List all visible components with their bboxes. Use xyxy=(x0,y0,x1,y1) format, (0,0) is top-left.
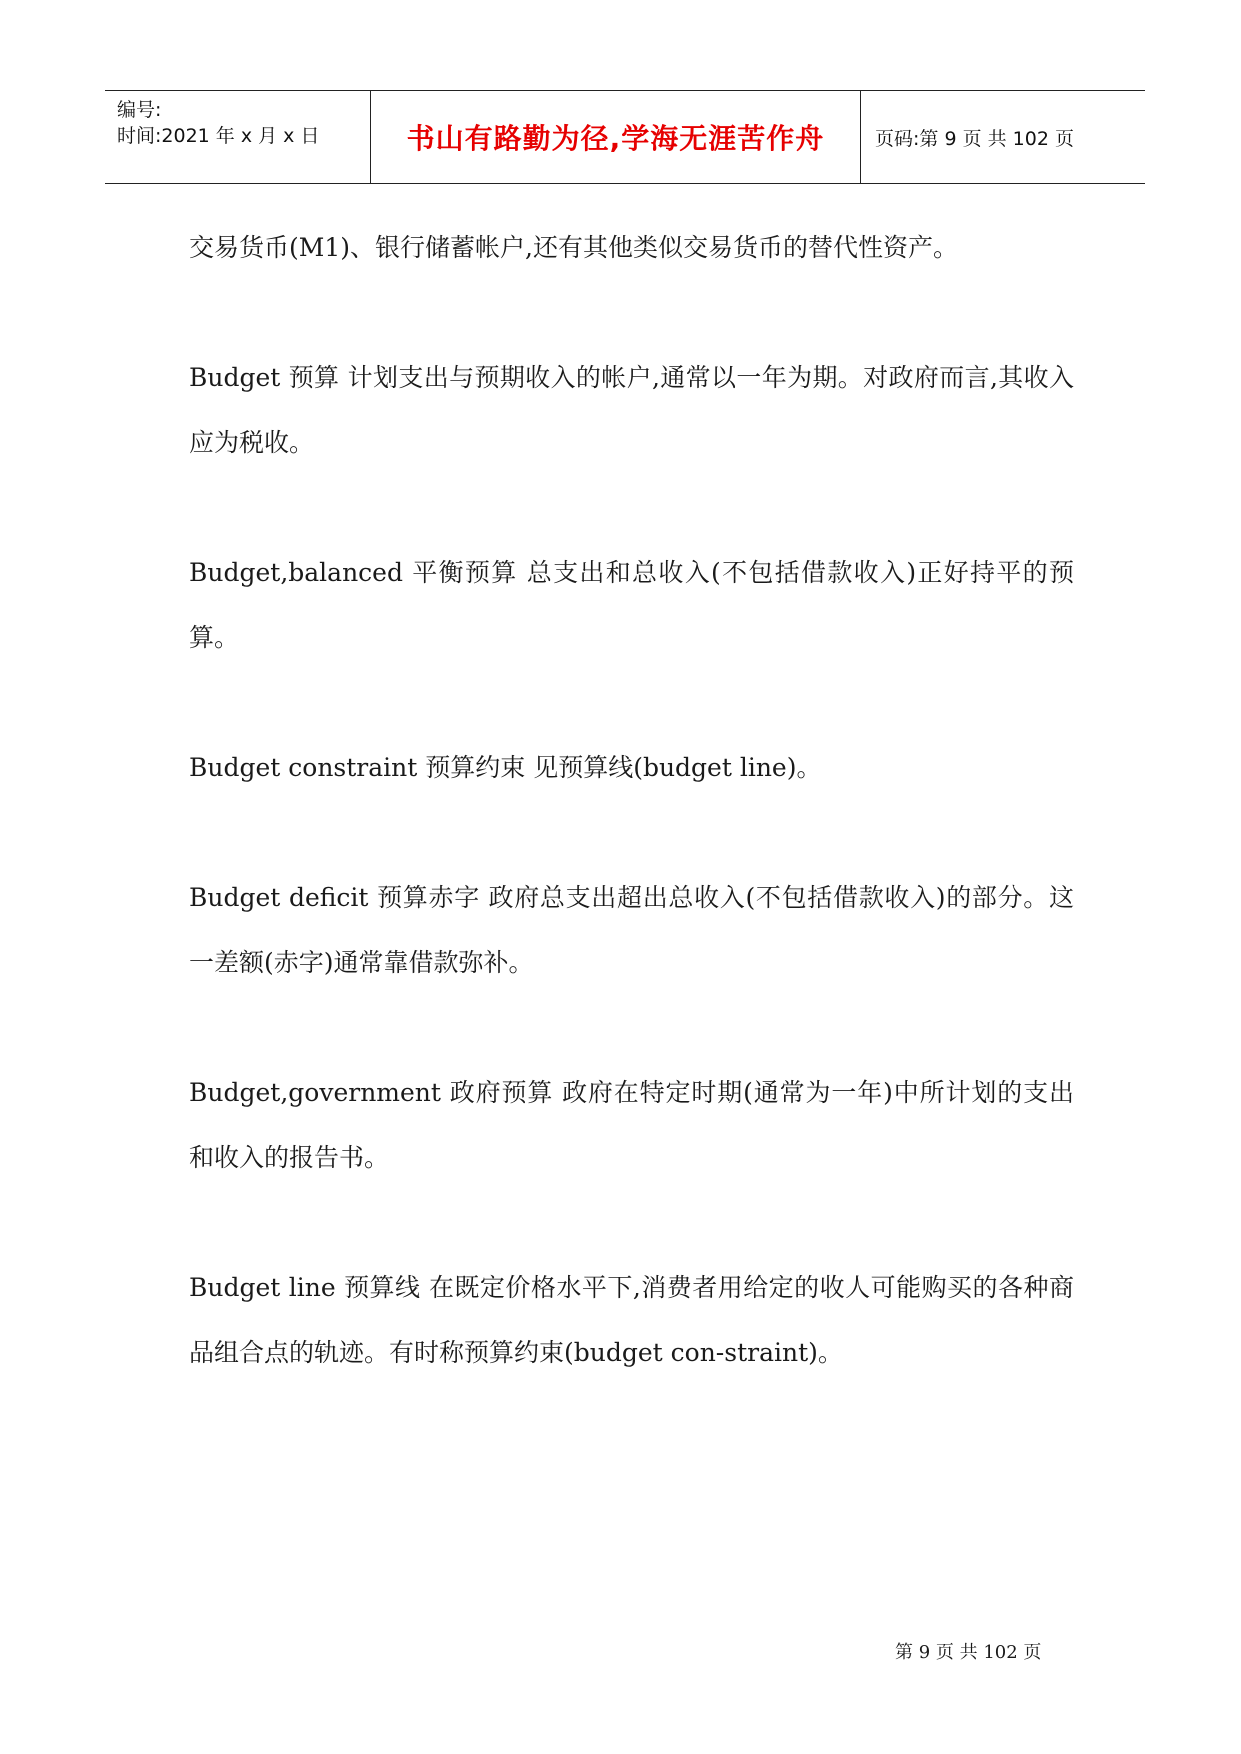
header-meta-cell xyxy=(105,91,370,183)
paragraph-budget-balanced: Budget,balanced 平衡预算 总支出和总收入(不包括借款收入)正好持平的预算。 xyxy=(189,558,1074,652)
date-label: 时间:2021 年 x 月 x 日 xyxy=(117,125,320,147)
header-motto-cell xyxy=(370,91,861,183)
paragraph-budget-constraint: Budget constraint 预算约束 见预算线(budget line)。 xyxy=(189,753,822,782)
paragraph-budget-government: Budget,government 政府预算 政府在特定时期(通常为一年)中所计划的支出和收入的报告书。 xyxy=(189,1078,1074,1172)
paragraph-budget-deficit: Budget deficit 预算赤字 政府总支出超出总收入(不包括借款收入)的部分。这一差额(赤字)通常靠借款弥补。 xyxy=(189,883,1074,977)
paragraph-budget-line: Budget line 预算线 在既定价格水平下,消费者用给定的收人可能购买的各种商品组合点的轨迹。有时称预算约束(budget con-straint)。 xyxy=(189,1273,1074,1367)
paragraph-m1-continuation: 交易货币(M1)、银行储蓄帐户,还有其他类似交易货币的替代性资产。 xyxy=(189,233,958,262)
motto-text: 书山有路勤为径,学海无涯苦作舟 xyxy=(406,122,825,155)
header-page-cell xyxy=(861,91,1145,183)
header-page-number: 页码:第 9 页 共 102 页 xyxy=(875,127,1074,150)
serial-number-label: 编号: xyxy=(117,99,162,121)
document-body xyxy=(189,215,1074,1450)
page-header xyxy=(105,90,1145,184)
paragraph-budget: Budget 预算 计划支出与预期收入的帐户,通常以一年为期。对政府而言,其收入应为税收。 xyxy=(189,363,1074,457)
page-footer: 第 9 页 共 102 页 xyxy=(895,1642,1042,1663)
